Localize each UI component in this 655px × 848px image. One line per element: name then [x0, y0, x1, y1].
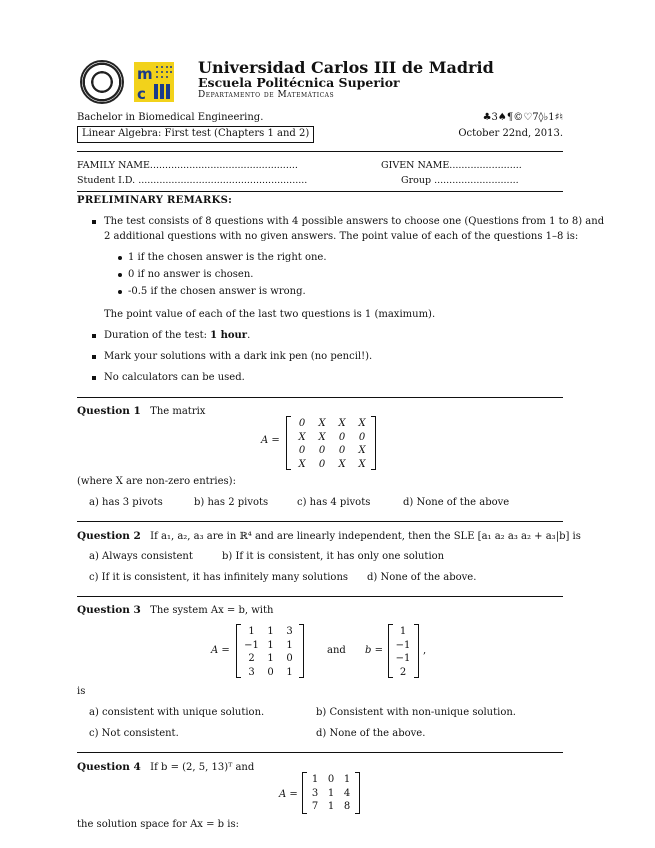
- matrix-entry: 0: [318, 458, 326, 470]
- remark-duration: Duration of the test: 1 hour.: [104, 330, 251, 341]
- family-name-field[interactable]: FAMILY NAME.................................................: [77, 160, 298, 171]
- matrix-entry: X: [358, 458, 366, 470]
- answer-option-a[interactable]: a) has 3 pivots: [89, 497, 163, 508]
- question-text: If b = (2, 5, 13)ᵀ and: [150, 762, 255, 773]
- divider: [77, 397, 563, 398]
- bullet-icon: [118, 290, 122, 294]
- matrix-entry: X: [338, 418, 346, 429]
- remarks-title: PRELIMINARY REMARKS:: [77, 195, 233, 206]
- svg-text:c: c: [137, 85, 146, 102]
- vector-label: b =: [365, 645, 383, 656]
- given-name-field[interactable]: GIVEN NAME........................: [381, 160, 522, 171]
- matrix-entry: 1: [248, 626, 255, 637]
- matrix-entry: 3: [286, 626, 293, 637]
- test-title-box: Linear Algebra: First test (Chapters 1 and 2): [77, 126, 314, 143]
- divider: [77, 596, 563, 597]
- bullet-icon: [92, 376, 96, 380]
- group-field[interactable]: Group ............................: [401, 175, 519, 186]
- remark-text: The test consists of 8 questions with 4 possible answers to choose one (Questions from 1 to 8) and: [104, 216, 605, 227]
- matrix-entry: 0: [286, 653, 293, 664]
- matrix-bracket-left: [286, 416, 291, 470]
- matrix-entry: 1: [327, 787, 335, 799]
- matrix-entry: 0: [358, 431, 366, 443]
- matrix-bracket-right: [371, 416, 376, 470]
- remark-text: No calculators can be used.: [104, 372, 245, 383]
- matrix-entry: 1: [267, 639, 274, 651]
- matrix-A: [242, 626, 299, 679]
- matrix-entry: 1: [267, 653, 274, 664]
- answer-option-b[interactable]: b) Consistent with non-unique solution.: [316, 707, 516, 718]
- answer-option-d[interactable]: d) None of the above: [403, 497, 510, 508]
- bullet-icon: [92, 334, 96, 338]
- bullet-icon: [118, 256, 122, 260]
- matrix-entry: X: [298, 431, 306, 443]
- matrix-entry: 2: [399, 666, 407, 678]
- matrix-entry: 0: [318, 445, 326, 456]
- question-text: is: [77, 686, 86, 697]
- matrix-entry: 4: [343, 787, 351, 799]
- matrix-entry: 8: [343, 801, 351, 812]
- question-text: If a₁, a₂, a₃ are in ℝ⁴ and are linearly independent, then the SLE [a₁ a₂ a₃ a₂ + a₃|b] is: [150, 531, 581, 542]
- school-name: Escuela Politécnica Superior: [198, 75, 400, 90]
- question-2: [77, 530, 581, 544]
- answer-option-c[interactable]: c) Not consistent.: [89, 728, 179, 739]
- department-logo: [134, 62, 174, 102]
- question-heading: Question 2: [77, 530, 141, 542]
- remark-subitem: 0 if no answer is chosen.: [128, 269, 254, 280]
- answer-option-d[interactable]: d) None of the above.: [367, 572, 477, 583]
- matrix-entry: X: [358, 418, 366, 429]
- matrix-entry: 3: [311, 787, 319, 799]
- answer-option-a[interactable]: a) consistent with unique solution.: [89, 707, 265, 718]
- bullet-icon: [92, 220, 96, 224]
- test-version-code: ♣3♠¶©♡7◊♭1♯♮: [482, 112, 563, 123]
- degree-label: Bachelor in Biomedical Engineering.: [77, 112, 264, 123]
- matrix-entry: 1: [267, 626, 274, 637]
- matrix-label: A =: [261, 435, 280, 446]
- matrix-A: [307, 774, 355, 814]
- question-text: The system Ax = b, with: [150, 605, 274, 616]
- answer-option-b[interactable]: b) has 2 pivots: [194, 497, 269, 508]
- answer-option-b[interactable]: b) If it is consistent, it has only one solution: [222, 551, 445, 562]
- question-heading: Question 4: [77, 761, 141, 773]
- matrix-entry: 0: [298, 418, 306, 429]
- student-id-field[interactable]: Student I.D. ........................................................: [77, 175, 308, 186]
- bullet-icon: [92, 355, 96, 359]
- question-text: the solution space for Ax = b is:: [77, 819, 239, 830]
- remark-text: 2 additional questions with no given answers. The point value of each of the questions 1–8 is:: [104, 231, 579, 242]
- matrix-entry: 7: [311, 801, 319, 812]
- remark-text: Mark your solutions with a dark ink pen (no pencil!).: [104, 351, 373, 362]
- matrix-entry: 0: [338, 445, 346, 456]
- matrix-entry: −1: [244, 639, 259, 651]
- matrix-entry: X: [318, 418, 326, 429]
- department-name: Departamento de Matemáticas: [198, 90, 335, 100]
- matrix-entry: −1: [395, 639, 411, 651]
- matrix-entry: 0: [298, 445, 306, 456]
- matrix-entry: 1: [286, 639, 293, 651]
- question-heading: Question 1: [77, 405, 141, 417]
- remark-text: The point value of each of the last two questions is 1 (maximum).: [104, 309, 436, 320]
- remark-subitem: -0.5 if the chosen answer is wrong.: [128, 286, 306, 297]
- matrix-bracket-right: [355, 772, 360, 814]
- matrix-entry: 0: [267, 666, 274, 678]
- matrix-entry: 1: [286, 666, 293, 678]
- remark-subitem: 1 if the chosen answer is the right one.: [128, 252, 327, 263]
- punctuation: ,: [423, 645, 427, 656]
- question-note: (where X are non-zero entries):: [77, 476, 236, 487]
- divider: [77, 191, 563, 192]
- matrix-entry: X: [318, 431, 326, 443]
- matrix-entry: 1: [343, 774, 351, 785]
- matrix-bracket-right: [299, 624, 304, 678]
- question-1: [77, 405, 205, 419]
- question-3: [77, 604, 273, 618]
- vector-bracket-right: [414, 624, 419, 678]
- divider: [77, 521, 563, 522]
- matrix-entry: −1: [395, 653, 411, 664]
- matrix-entry: 1: [399, 626, 407, 637]
- matrix-entry: 0: [338, 431, 346, 443]
- matrix-label: A =: [211, 645, 230, 656]
- question-heading: Question 3: [77, 604, 141, 616]
- matrix-label: A =: [279, 789, 298, 800]
- answer-option-a[interactable]: a) Always consistent: [89, 551, 193, 562]
- question-4: [77, 761, 254, 775]
- matrix-bracket-left: [236, 624, 241, 678]
- answer-option-c[interactable]: c) has 4 pivots: [297, 497, 371, 508]
- divider: [77, 151, 563, 152]
- question-text: The matrix: [150, 406, 206, 417]
- university-name: Universidad Carlos III de Madrid: [198, 58, 494, 77]
- conjunction-text: and: [327, 645, 346, 656]
- matrix-entry: 1: [327, 801, 335, 812]
- test-date: October 22nd, 2013.: [458, 128, 563, 139]
- bullet-icon: [118, 273, 122, 277]
- vector-b: [392, 626, 414, 679]
- divider: [77, 752, 563, 753]
- matrix-entry: X: [338, 458, 346, 470]
- matrix-entry: X: [298, 458, 306, 470]
- matrix-entry: 3: [248, 666, 255, 678]
- matrix-entry: 1: [311, 774, 319, 785]
- answer-option-d[interactable]: d) None of the above.: [316, 728, 426, 739]
- matrix-A: [292, 418, 372, 471]
- svg-text:m: m: [137, 65, 153, 83]
- matrix-entry: X: [358, 445, 366, 456]
- university-seal-logo: [80, 60, 124, 104]
- matrix-entry: 0: [327, 774, 335, 785]
- answer-option-c[interactable]: c) If it is consistent, it has infinitely many solutions: [89, 572, 349, 583]
- matrix-entry: 2: [248, 653, 255, 664]
